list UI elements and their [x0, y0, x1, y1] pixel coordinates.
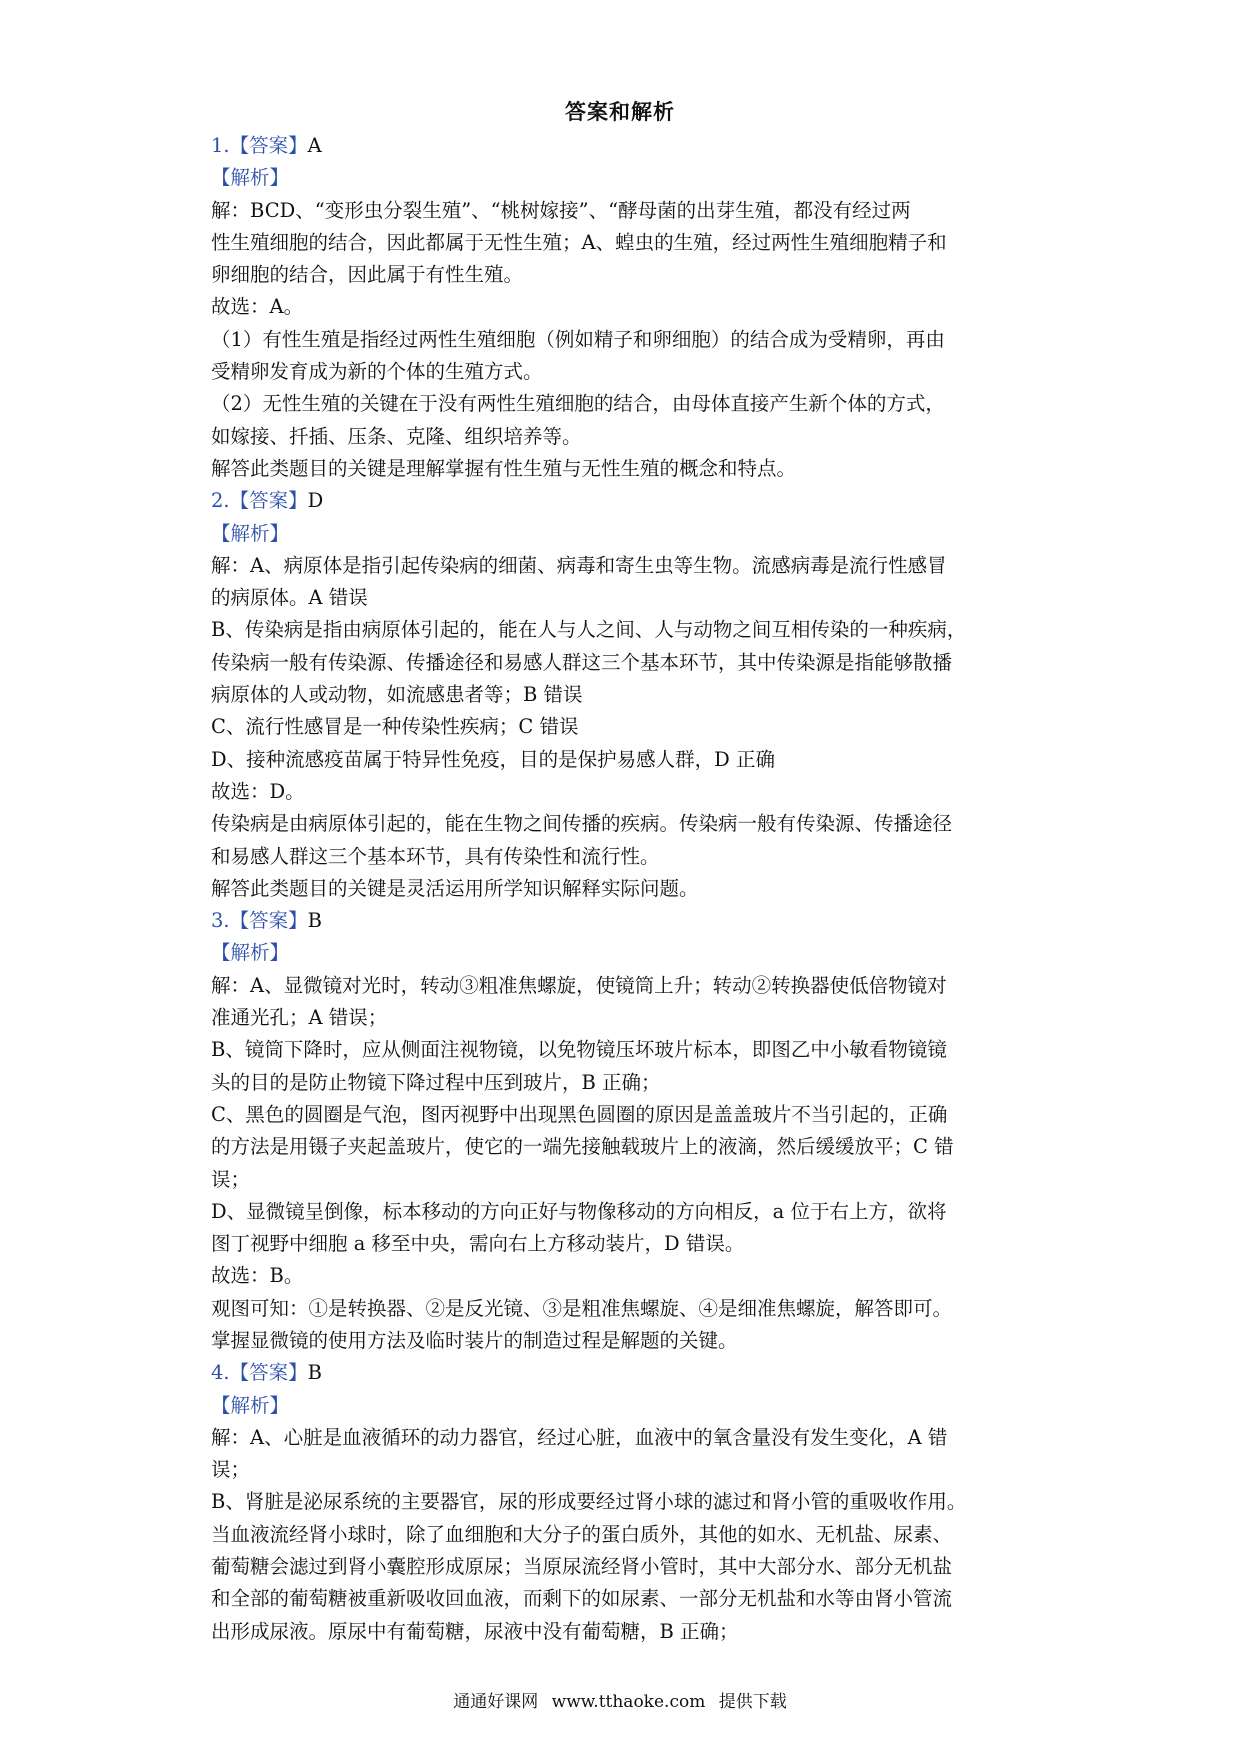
analysis-heading [211, 1390, 1041, 1422]
text-line: （2）无性生殖的关键在于没有两性生殖细胞的结合，由母体直接产生新个体的方式， [211, 392, 945, 416]
page-title: 答案和解析 [565, 99, 675, 124]
text-line: 的病原体。A 错误 [211, 586, 368, 610]
text-line: 解答此类题目的关键是灵活运用所学知识解释实际问题。 [211, 876, 699, 900]
analysis-label: 【解析】 [211, 521, 290, 545]
analysis-heading [211, 518, 1041, 550]
answer-value: B [307, 909, 322, 933]
answer-heading [211, 485, 1041, 517]
text-line: 解：A、病原体是指引起传染病的细菌、病毒和寄生虫等生物。流感病毒是流行性感冒 [211, 553, 947, 577]
answer-heading [211, 1357, 1041, 1389]
analysis-label: 【解析】 [211, 941, 290, 965]
footer-site-name: 通通好课网 [453, 1692, 539, 1712]
answer-value: B [307, 1361, 322, 1385]
answer-heading [211, 905, 1041, 937]
text-line: B、镜筒下降时，应从侧面注视物镜，以免物镜压坏玻片标本，即图乙中小敏看物镜镜 [211, 1038, 947, 1062]
footer-note: 提供下载 [718, 1692, 787, 1712]
text-line: 和全部的葡萄糖被重新吸收回血液，而剩下的如尿素、一部分无机盐和水等由肾小管流 [211, 1587, 953, 1611]
answer-tag: 【答案】 [229, 1361, 308, 1385]
text-line: （1）有性生殖是指经过两性生殖细胞（例如精子和卵细胞）的结合成为受精卵，再由 [211, 327, 945, 351]
text-line: 图丁视野中细胞 a 移至中央，需向右上方移动装片，D 错误。 [211, 1232, 745, 1256]
analysis-heading [211, 937, 1041, 969]
text-line: 受精卵发育成为新的个体的生殖方式。 [211, 360, 543, 384]
analysis-heading [211, 162, 1041, 194]
text-line: 病原体的人或动物，如流感患者等；B 错误 [211, 683, 583, 707]
text-line: 误； [211, 1167, 251, 1191]
text-line: 故选：A。 [211, 295, 304, 319]
text-line: 和易感人群这三个基本环节，具有传染性和流行性。 [211, 844, 660, 868]
answer-tag: 【答案】 [229, 909, 308, 933]
text-line: 观图可知：①是转换器、②是反光镜、③是粗准焦螺旋、④是细准焦螺旋，解答即可。 [211, 1296, 953, 1320]
text-line: 故选：D。 [211, 779, 305, 803]
analysis-label: 【解析】 [211, 166, 290, 190]
text-line: 的方法是用镊子夹起盖玻片，使它的一端先接触载玻片上的液滴，然后缓缓放平；C 错 [211, 1135, 954, 1159]
text-line: C、黑色的圆圈是气泡，图丙视野中出现黑色圆圈的原因是盖盖玻片不当引起的，正确 [211, 1102, 948, 1126]
text-line: 性生殖细胞的结合，因此都属于无性生殖；A、蝗虫的生殖，经过两性生殖细胞精子和 [211, 230, 947, 254]
text-line: 解答此类题目的关键是理解掌握有性生殖与无性生殖的概念和特点。 [211, 456, 797, 480]
text-line: C、流行性感冒是一种传染性疾病；C 错误 [211, 715, 579, 739]
text-line: B、传染病是指由病原体引起的，能在人与人之间、人与动物之间互相传染的一种疾病， [211, 618, 967, 642]
answer-value: A [307, 134, 322, 157]
text-line: 准通光孔；A 错误； [211, 1006, 388, 1030]
text-line: 卵细胞的结合，因此属于有性生殖。 [211, 263, 524, 287]
answer-label: 2. [211, 489, 230, 513]
text-line: D、显微镜呈倒像，标本移动的方向正好与物像移动的方向相反，a 位于右上方，欲将 [211, 1199, 947, 1223]
answer-label: 4. [211, 1361, 230, 1385]
answer-content [211, 130, 1041, 1648]
text-line: 解：A、显微镜对光时，转动③粗准焦螺旋，使镜筒上升；转动②转换器使低倍物镜对 [211, 973, 947, 997]
text-line: 头的目的是防止物镜下降过程中压到玻片，B 正确； [211, 1070, 661, 1094]
text-line: D、接种流感疫苗属于特异性免疫，目的是保护易感人群，D 正确 [211, 747, 775, 771]
text-line: 故选：B。 [211, 1264, 304, 1288]
text-line: 传染病一般有传染源、传播途径和易感人群这三个基本环节，其中传染源是指能够散播 [211, 650, 953, 674]
text-line: 掌握显微镜的使用方法及临时装片的制造过程是解题的关键。 [211, 1328, 738, 1352]
text-line: 当血液流经肾小球时，除了血细胞和大分子的蛋白质外，其他的如水、无机盐、尿素、 [211, 1522, 953, 1546]
text-line: 出形成尿液。原尿中有葡萄糖，尿液中没有葡萄糖，B 正确； [211, 1619, 739, 1643]
text-line: 解：BCD、“变形虫分裂生殖”、“桃树嫁接”、“酵母菌的出芽生殖，都没有经过两 [211, 198, 911, 222]
text-line: B、肾脏是泌尿系统的主要器官，尿的形成要经过肾小球的滤过和肾小管的重吸收作用。 [211, 1490, 967, 1514]
answer-heading [211, 130, 1041, 162]
answer-label: 3. [211, 909, 230, 933]
answer-value: D [307, 489, 324, 513]
text-line: 误； [211, 1458, 251, 1482]
text-line: 葡萄糖会滤过到肾小囊腔形成原尿；当原尿流经肾小管时，其中大部分水、部分无机盐 [211, 1555, 953, 1579]
footer-url[interactable]: www.tthaoke.com [551, 1692, 706, 1712]
page-footer [0, 1687, 1240, 1712]
answer-label: 1. [211, 134, 230, 157]
answer-tag: 【答案】 [229, 134, 308, 157]
text-line: 传染病是由病原体引起的，能在生物之间传播的疾病。传染病一般有传染源、传播途径 [211, 812, 953, 836]
answer-tag: 【答案】 [229, 489, 308, 513]
text-line: 如嫁接、扦插、压条、克隆、组织培养等。 [211, 424, 582, 448]
text-line: 解：A、心脏是血液循环的动力器官，经过心脏，血液中的氧含量没有发生变化，A 错 [211, 1425, 948, 1449]
analysis-label: 【解析】 [211, 1393, 290, 1417]
